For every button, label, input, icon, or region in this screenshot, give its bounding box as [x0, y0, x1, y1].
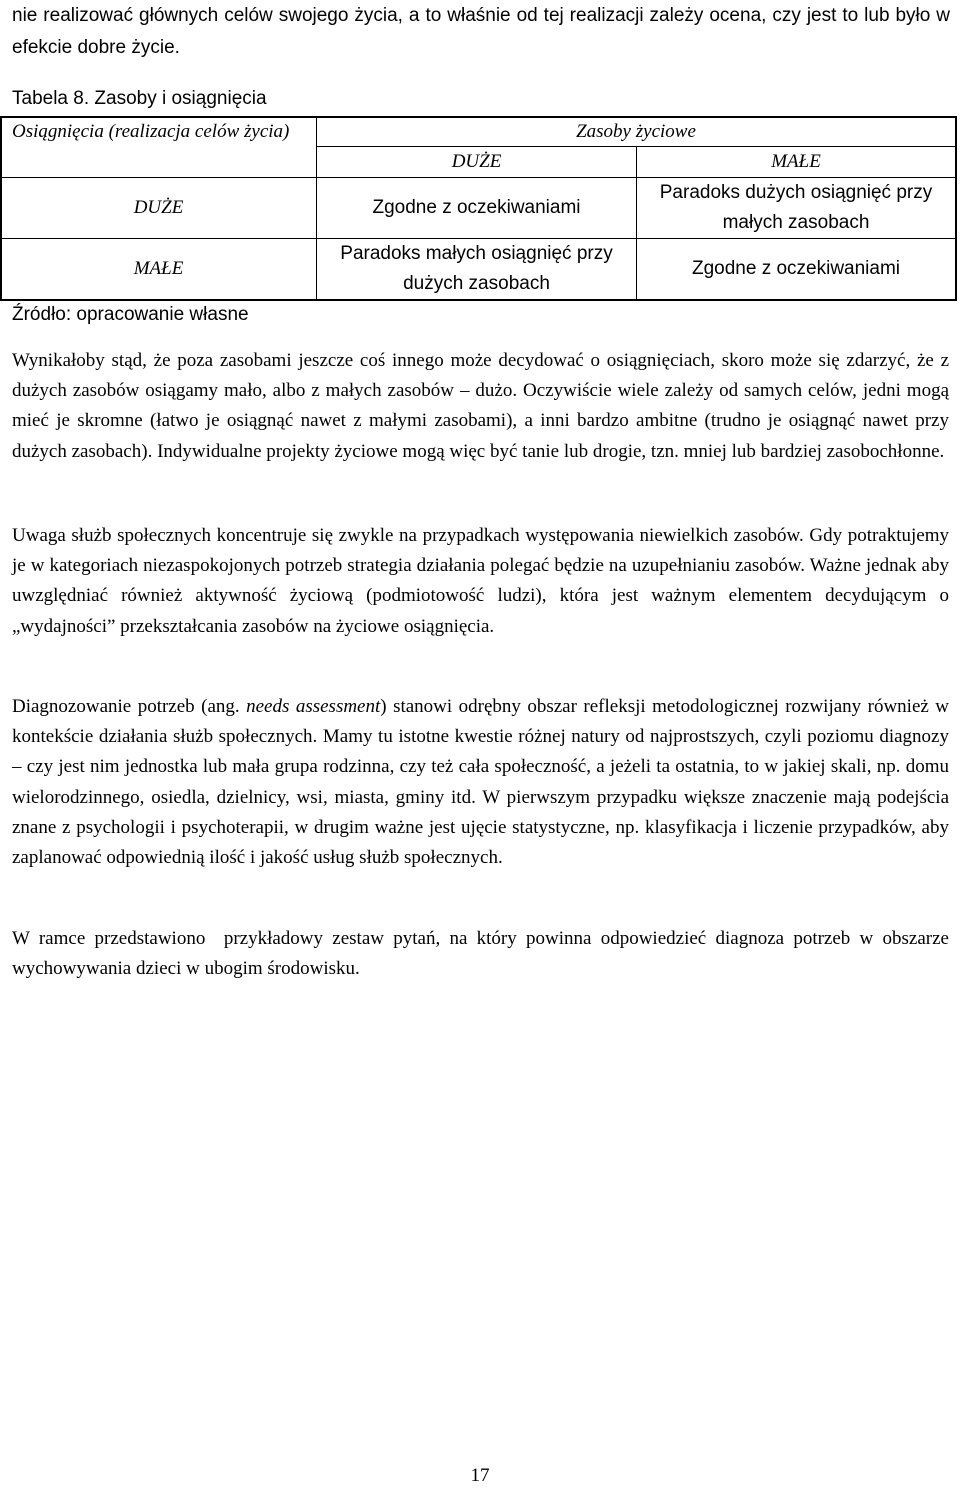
paragraph-3-rest: ) stanowi odrębny obszar refleksji metodologicznej rozwijany również w kontekście działania służb społecznych. Mamy tu istotne kwestie różnej natury od najprostszych, czyli poziomu diagnozy – czy jest nim jednostka lub mała grupa rodzinna, czy też cała społeczność, a jeżeli ta ostatnia, to w jakiej skali, np. domu wielorodzinnego, osiedla, dzielnicy, wsi, miasta, gminy itd. W pierwszym przypadku większe znaczenie mają podejścia znane z psychologii i psychoterapii, w drugim ważne jest ujęcie statystyczne, np. klasyfikacja i liczenie przypadków, aby zaplanować odpowiednią ilość i jakość usług służb społecznych.	[12, 696, 950, 869]
table-border-right	[955, 116, 957, 300]
intro-text: nie realizować głównych celów swojego życia, a to właśnie od tej realizacji zależy ocena, czy jest to lub było w efekcie dobre życie.	[12, 5, 950, 58]
paragraph-2: Uwaga służb społecznych koncentruje się zwykle na przypadkach występowania niewielkich zasobów. Gdy potraktujemy je w kategoriach niezaspokojonych potrzeb strategia działania polegać będzie na uzupełnianiu zasobów. Ważne jednak aby uwzględniać również aktywność życiową (podmiotowość ludzi), która jest ważnym elementem decydującym o „wydajności” przekształcania zasobów na życiowe osiągnięcia.	[12, 525, 949, 637]
row-header-small: MAŁE	[133, 258, 184, 279]
paragraph-3-term: needs assessment	[246, 696, 381, 717]
header-achievements: Osiągnięcia (realizacja celów życia)	[12, 121, 290, 142]
col-header-small: MAŁE	[771, 151, 821, 172]
paragraph-1: Wynikałoby stąd, że poza zasobami jeszcze coś innego może decydować o osiągnięciach, skoro może się zdarzyć, że z dużych zasobów osiągamy mało, albo z małych zasobów – dużo. Oczywiście wiele zależy od samych celów, jedni mogą mieć je skromne (łatwo je osiągnąć nawet z małymi zasobami), a inni bardzo ambitne (trudno je osiągnąć nawet przy dużych zasobach). Indywidualne projekty życiowe mogą więc być tanie lub drogie, tzn. mniej lub bardziej zasobochłonne.	[12, 350, 949, 462]
paragraph-3-start: Diagnozowanie potrzeb (ang.	[12, 696, 247, 717]
table-caption: Tabela 8. Zasoby i osiągnięcia	[12, 88, 267, 109]
table-source: Źródło: opracowanie własne	[12, 304, 249, 325]
resources-achievements-table	[0, 0, 960, 340]
header-resources: Zasoby życiowe	[576, 120, 696, 142]
cell-large-large: Zgodne z oczekiwaniami	[372, 197, 581, 218]
paragraph-4: W ramce przedstawiono przykładowy zestaw pytań, na który powinna odpowiedzieć diagnoza potrzeb w obszarze wychowywania dzieci w ubogim środowisku.	[12, 928, 954, 980]
cell-small-large: Paradoks małych osiągnięć przy dużych zasobach	[340, 243, 613, 294]
col-header-large: DUŻE	[451, 151, 502, 172]
page-number: 17	[470, 1465, 490, 1486]
cell-small-small: Zgodne z oczekiwaniami	[691, 258, 901, 279]
row-header-large: DUŻE	[133, 197, 184, 218]
cell-large-small: Paradoks dużych osiągnięć przy małych zasobach	[659, 182, 933, 233]
paragraph-3	[12, 692, 949, 873]
